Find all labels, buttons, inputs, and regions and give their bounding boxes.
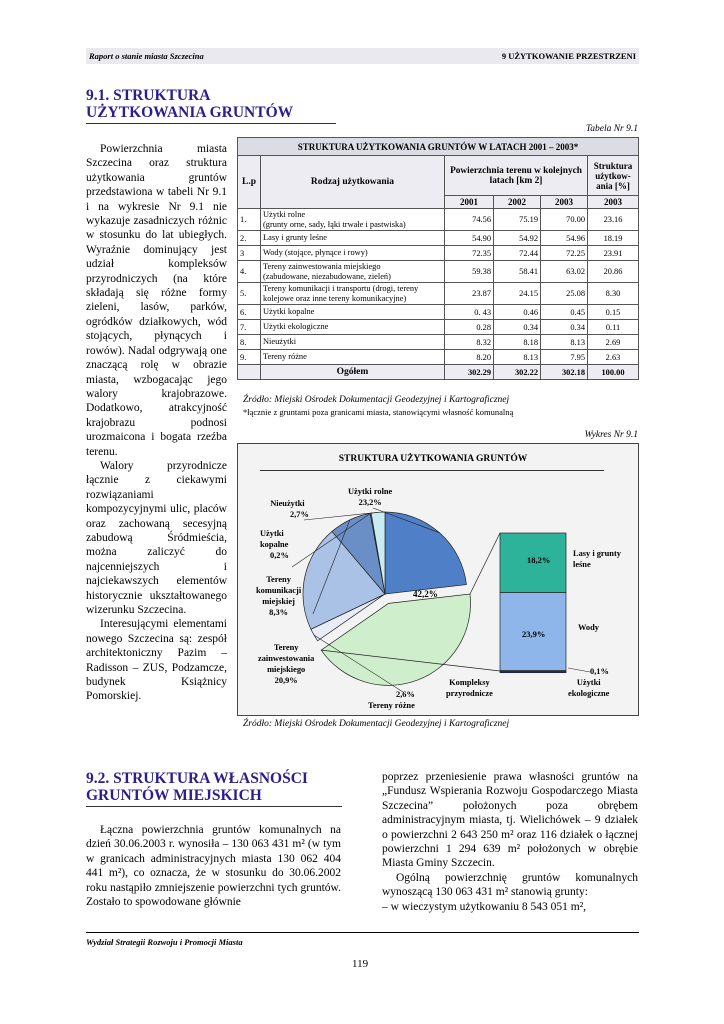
label-komunikacji bbox=[256, 574, 301, 618]
table-title: STRUKTURA UŻYTKOWANIA GRUNTÓW W LATACH 2001 – 2003* bbox=[238, 138, 639, 156]
leader-ekologiczne bbox=[568, 668, 590, 672]
col-type: Rodzaj użytkowania bbox=[261, 156, 445, 209]
label-lasy bbox=[573, 548, 621, 570]
section1-title-line1: 9.1. STRUKTURA bbox=[86, 87, 211, 104]
label-uzytki-rolne-name: Użytki rolne bbox=[348, 487, 393, 496]
row-value: 72.25 bbox=[541, 246, 588, 261]
row-value: 25.08 bbox=[541, 283, 588, 305]
total-2003: 302.18 bbox=[541, 365, 588, 380]
section2-title-line1: 9.2. STRUKTURA WŁASNOŚCI bbox=[86, 770, 308, 787]
row-lp: 5. bbox=[238, 283, 261, 305]
row-lp: 4. bbox=[238, 261, 261, 283]
row-name bbox=[261, 283, 445, 305]
label-komunikacji-name1: Tereny bbox=[266, 575, 291, 584]
row-name-sub: (grunty orne, sady, łąki trwałe i pastwiska) bbox=[263, 219, 406, 229]
table-row bbox=[238, 231, 639, 246]
row-value: 0.45 bbox=[541, 305, 588, 320]
year-2003-share: 2003 bbox=[588, 196, 639, 209]
year-2001: 2001 bbox=[445, 196, 494, 209]
table-row bbox=[238, 283, 639, 305]
row-value: 23.91 bbox=[588, 246, 639, 261]
chart-title: STRUKTURA UŻYTKOWANIA GRUNTÓW bbox=[338, 454, 528, 464]
row-value: 0. 43 bbox=[445, 305, 494, 320]
label-wody-value: 23,9% bbox=[522, 629, 546, 639]
label-uzytki-rolne bbox=[348, 486, 392, 508]
label-nieuzytki bbox=[266, 498, 309, 520]
row-lp: 7. bbox=[238, 320, 261, 335]
row-lp: 8. bbox=[238, 335, 261, 350]
row-value: 18.19 bbox=[588, 231, 639, 246]
label-tereny-rozne bbox=[368, 689, 415, 711]
row-value: 0.46 bbox=[494, 305, 541, 320]
header-right: 9 UŻYTKOWANIE PRZESTRZENI bbox=[501, 51, 636, 61]
page-number: 119 bbox=[352, 958, 369, 970]
row-value: 70.00 bbox=[541, 209, 588, 231]
row-name-main: Nieużytki bbox=[263, 337, 297, 346]
label-lasy-name2: leśne bbox=[573, 560, 591, 569]
row-value: 23.16 bbox=[588, 209, 639, 231]
pie-chart-frame bbox=[237, 443, 639, 716]
label-kompleksy-name2: przyrodnicze bbox=[446, 689, 493, 698]
row-value: 58.41 bbox=[494, 261, 541, 283]
row-name-sub: (zabudowane, niezabudowane, zieleń) bbox=[263, 271, 391, 281]
row-value: 8.13 bbox=[541, 335, 588, 350]
label-nieuzytki-value: 2,7% bbox=[290, 510, 309, 519]
label-kopalne-name2: kopalne bbox=[260, 540, 289, 549]
label-ekologiczne-value: 0,1% bbox=[590, 667, 609, 676]
table-source: Źródło: Miejski Ośrodek Dokumentacji Geodezyjnej i Kartograficznej bbox=[243, 395, 510, 405]
row-name-main: Tereny komunikacji i transportu (drogi, tereny bbox=[263, 283, 419, 293]
row-value: 72.35 bbox=[445, 246, 494, 261]
row-value: 8.13 bbox=[494, 350, 541, 365]
section2-right-para1: poprzez przeniesienie prawa własności gruntów na „Fundusz Wspierania Rozwoju Gospodarczego Miasta Szczecina” położonych poza obrębem administracyjnym miasta, tj. Wielichówek – 9 działek o powierzchni 2 643 250 m² oraz 116 działek o łącznej powierzchni 1 294 639 m² położonych w obrębie Miasta Gminy Szczecin. bbox=[382, 771, 638, 870]
section2-heading bbox=[86, 770, 342, 807]
year-2003: 2003 bbox=[541, 196, 588, 209]
row-name-sub: kolejowe oraz inne tereny komunikacyjne) bbox=[263, 293, 407, 303]
label-wody: Wody bbox=[578, 623, 599, 632]
col-area: Powierzchnia terenu w kolejnych latach [km 2] bbox=[445, 156, 588, 196]
pie-slice-0 bbox=[385, 512, 466, 594]
footer-rule bbox=[86, 932, 639, 933]
label-rozne-name: Tereny różne bbox=[368, 701, 415, 710]
section2-rule bbox=[86, 806, 342, 807]
row-name bbox=[261, 231, 445, 246]
section1-para2: Walory przyrodnicze łącznie z ciekawymi rozwiązaniami kompozycyjnymi ulic, placów oraz zachowaną secesyjną zabudową Śródmieścia, można zaliczyć do najcenniejszych i najciekawszych elementów historycznie ukształtowanego wizerunku Szczecina. bbox=[86, 459, 227, 616]
row-lp: 9. bbox=[238, 350, 261, 365]
section1-para3: Interesującymi elementami nowego Szczecina są: zespół architektoniczny Pazim – Radisson – ZUS, Podzamcze, budynek Książnicy Pomorskiej. bbox=[86, 618, 227, 703]
label-komunikacji-value: 8,3% bbox=[269, 608, 288, 617]
label-zainw-name3: miejskiego bbox=[267, 665, 306, 674]
year-2002: 2002 bbox=[494, 196, 541, 209]
label-kompleksy bbox=[446, 677, 493, 699]
total-label: Ogółem bbox=[261, 365, 445, 380]
label-rozne-value: 2,6% bbox=[396, 690, 415, 699]
chart-source: Źródło: Miejski Ośrodek Dokumentacji Geodezyjnej i Kartograficznej bbox=[243, 719, 510, 729]
label-zainw-name1: Tereny bbox=[273, 643, 299, 652]
row-value: 74.56 bbox=[445, 209, 494, 231]
label-uzytki-kopalne bbox=[260, 528, 289, 561]
row-name-main: Lasy i grunty leśne bbox=[263, 233, 327, 242]
land-use-table bbox=[237, 137, 639, 380]
total-2001: 302.29 bbox=[445, 365, 494, 380]
row-name bbox=[261, 261, 445, 283]
table-row bbox=[238, 246, 639, 261]
row-name bbox=[261, 350, 445, 365]
header-left: Raport o stanie miasta Szczecina bbox=[89, 51, 204, 61]
table-row bbox=[238, 350, 639, 365]
label-komunikacji-name2: komunikacji bbox=[256, 586, 302, 595]
label-ekologiczne-name1: Użytki bbox=[576, 678, 601, 687]
section1-title-line2: UŻYTKOWANIA GRUNTÓW bbox=[86, 104, 294, 121]
table-row bbox=[238, 261, 639, 283]
connector-line-0 bbox=[470, 533, 500, 594]
page-header bbox=[86, 48, 639, 64]
footer-text: Wydział Strategii Rozwoju i Promocji Miasta bbox=[86, 937, 243, 947]
row-name-main: Użytki kopalne bbox=[263, 307, 315, 316]
label-lasy-name1: Lasy i grunty bbox=[573, 549, 621, 558]
row-name-main: Użytki rolne bbox=[263, 209, 306, 219]
row-value: 0.11 bbox=[588, 320, 639, 335]
row-name bbox=[261, 246, 445, 261]
table-row bbox=[238, 335, 639, 350]
row-value: 59.38 bbox=[445, 261, 494, 283]
row-value: 2.69 bbox=[588, 335, 639, 350]
table-row bbox=[238, 305, 639, 320]
row-value: 20.86 bbox=[588, 261, 639, 283]
row-value: 8.30 bbox=[588, 283, 639, 305]
section1-text bbox=[86, 142, 227, 704]
row-name bbox=[261, 320, 445, 335]
row-value: 23.87 bbox=[445, 283, 494, 305]
total-share: 100.00 bbox=[588, 365, 639, 380]
chart-label: Wykres Nr 9.1 bbox=[584, 430, 638, 440]
row-value: 0.34 bbox=[541, 320, 588, 335]
row-value: 8.18 bbox=[494, 335, 541, 350]
row-lp: 2. bbox=[238, 231, 261, 246]
row-name bbox=[261, 209, 445, 231]
row-lp: 6. bbox=[238, 305, 261, 320]
row-value: 63.02 bbox=[541, 261, 588, 283]
row-lp: 1. bbox=[238, 209, 261, 231]
row-name-main: Tereny zainwestowania miejskiego bbox=[263, 261, 381, 271]
row-name-main: Użytki ekologiczne bbox=[263, 322, 329, 331]
col-share: Struktura użytkow-ania [%] bbox=[588, 156, 639, 196]
label-lasy-value: 18,2% bbox=[527, 555, 551, 565]
label-ekologiczne bbox=[568, 677, 609, 699]
label-komunikacji-name3: miejskiej bbox=[262, 597, 295, 606]
section2-right-text bbox=[382, 770, 638, 914]
row-value: 2.63 bbox=[588, 350, 639, 365]
row-value: 54.90 bbox=[445, 231, 494, 246]
label-ekologiczne-name2: ekologiczne bbox=[568, 689, 610, 698]
row-value: 0.28 bbox=[445, 320, 494, 335]
total-2002: 302.22 bbox=[494, 365, 541, 380]
label-kopalne-value: 0,2% bbox=[270, 551, 289, 560]
label-zainwestowania bbox=[258, 642, 314, 686]
row-value: 54.92 bbox=[494, 231, 541, 246]
row-value: 7.95 bbox=[541, 350, 588, 365]
section2-title-line2: GRUNTÓW MIEJSKICH bbox=[86, 787, 262, 804]
section2-left-para: Łączna powierzchnia gruntów komunalnych na dzień 30.06.2003 r. wynosiła – 130 063 431 m² (w tym w granicach administracyjnych miasta 130 062 404 441 m²), co oznacza, że w stosunku do 30.06.2002 roku nastąpiło zmniejszenie powierzchni tych gruntów. Zostało to spowodowane głównie bbox=[86, 824, 341, 909]
row-value: 24.15 bbox=[494, 283, 541, 305]
row-name bbox=[261, 305, 445, 320]
breakdown-bar-2 bbox=[500, 671, 566, 673]
row-value: 54.96 bbox=[541, 231, 588, 246]
label-zainw-name2: zainwestowania bbox=[258, 654, 315, 663]
col-lp: L.p bbox=[238, 156, 261, 209]
table-row bbox=[238, 320, 639, 335]
row-value: 72.44 bbox=[494, 246, 541, 261]
row-value: 75.19 bbox=[494, 209, 541, 231]
label-kompleksy-value: 42,2% bbox=[413, 589, 438, 599]
row-value: 0.15 bbox=[588, 305, 639, 320]
label-zainw-value: 20,9% bbox=[274, 676, 298, 685]
label-uzytki-rolne-value: 23,2% bbox=[358, 498, 382, 507]
row-name-main: Tereny różne bbox=[263, 352, 307, 361]
table-label: Tabela Nr 9.1 bbox=[585, 124, 638, 134]
row-value: 8.20 bbox=[445, 350, 494, 365]
row-lp: 3 bbox=[238, 246, 261, 261]
section2-right-para2: Ogólną powierzchnię gruntów komunalnych wynoszącą 130 063 431 m² stanowią grunty: bbox=[382, 871, 638, 899]
label-kompleksy-name1: Kompleksy bbox=[449, 678, 490, 687]
row-value: 0.34 bbox=[494, 320, 541, 335]
table-note: *łącznie z gruntami poza granicami miasta, stanowiącymi własność komunalną bbox=[243, 407, 514, 417]
row-name-main: Wody (stojące, płynące i rowy) bbox=[263, 248, 368, 257]
row-value: 8.32 bbox=[445, 335, 494, 350]
heading-rule bbox=[86, 123, 336, 124]
row-name bbox=[261, 335, 445, 350]
section2-bullet: – w wieczystym użytkowaniu 8 543 051 m², bbox=[382, 900, 587, 913]
section2-left-text bbox=[86, 823, 341, 909]
section1-heading bbox=[86, 87, 336, 124]
label-kopalne-name1: Użytki bbox=[260, 529, 284, 538]
table-row bbox=[238, 209, 639, 231]
label-nieuzytki-name: Nieużytki bbox=[270, 499, 305, 508]
section1-para1: Powierzchnia miasta Szczecina oraz struktura użytkowania gruntów przedstawiona w tabeli Nr 9.1 i na wykresie Nr 9.1 nie wykazuje zasadniczych różnic w stosunku do lat ubiegłych. Wyraźnie dominujący jest udział kompleksów przyrodniczych (na które składają się różne formy zieleni, lasów, parków, ogródków działkowych, wód stojących, płynących i rowów). Nadal odgrywają one znaczącą rolę w obrazie miasta, wzbogacając jego walory krajobrazowe. Dodatkowo, atrakcyjność krajobrazu podnosi urozmaicona i bogata rzeźba terenu. bbox=[86, 143, 227, 458]
